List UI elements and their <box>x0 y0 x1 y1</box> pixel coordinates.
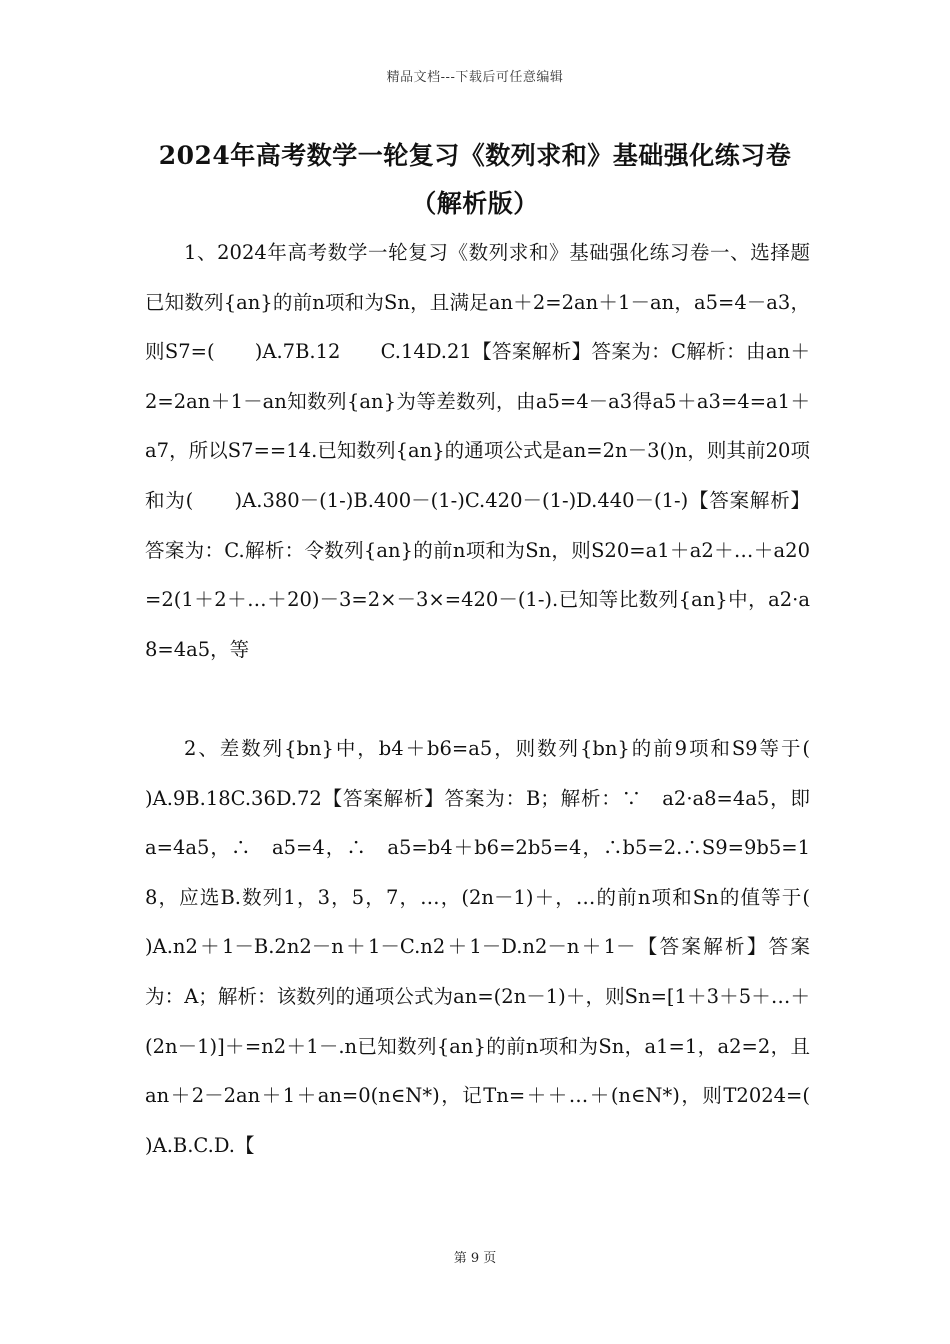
paragraph-2-container <box>145 724 850 1170</box>
paragraph-2: 2、差数列{bn}中，b4＋b6=a5，则数列{bn}的前9项和S9等于( )A.9B.18C.36D.72【答案解析】答案为：B；解析：∵ a2·a8=4a5，即 a=4a5，∴ a5=4，∴ a5=b4＋b6=2b5=4，∴b5=2.∴S9=9b5=18，应选B.数列1，3，5，7，…，(2n－1)＋，…的前n项和Sn的值等于( )A.n2＋1－B.2n2－n＋1－C.n2＋1－D.n2－n＋1－【答案解析】答案为：A；解析：该数列的通项公式为an=(2n－1)＋，则Sn=[1＋3＋5＋…＋(2n－1)]＋=n2＋1－.n已知数列{an}的前n项和为Sn，a1=1，a2=2，且an＋2－2an＋1＋an=0(n∈N*)，记Tn=＋＋…＋(n∈N*)，则T2024=( )A.B.C.D.【 <box>145 737 850 1157</box>
document-title: 2024年高考数学一轮复习《数列求和》基础强化练习卷 <box>158 141 792 170</box>
header-note: 精品文档---下载后可任意编辑 <box>386 70 564 85</box>
page-number: 第 9 页 <box>453 1251 497 1266</box>
paragraph-1: 1、2024年高考数学一轮复习《数列求和》基础强化练习卷一、选择题已知数列{an}的前n项和为Sn，且满足an＋2=2an＋1－an，a5=4－a3，则S7=( )A.7B.12 C.14D.21【答案解析】答案为：C解析：由an＋2=2an＋1－an知数列{an}为等差数列，由a5=4－a3得a5＋a3=4=a1＋a7，所以S7==14.已知数列{an}的通项公式是an=2n－3()n，则其前20项和为( )A.380－(1-)B.400－(1-)C.420－(1-)D.440－(1-)【答案解析】答案为：C.解析：令数列{an}的前n项和为Sn，则S20=a1＋a2＋…＋a20=2(1＋2＋…＋20)－3=2×－3×=420－(1-).已知等比数列{an}中，a2·a8=4a5，等 <box>145 241 810 661</box>
paragraph-1-container <box>145 228 810 674</box>
document-subtitle: （解析版） <box>411 189 539 218</box>
